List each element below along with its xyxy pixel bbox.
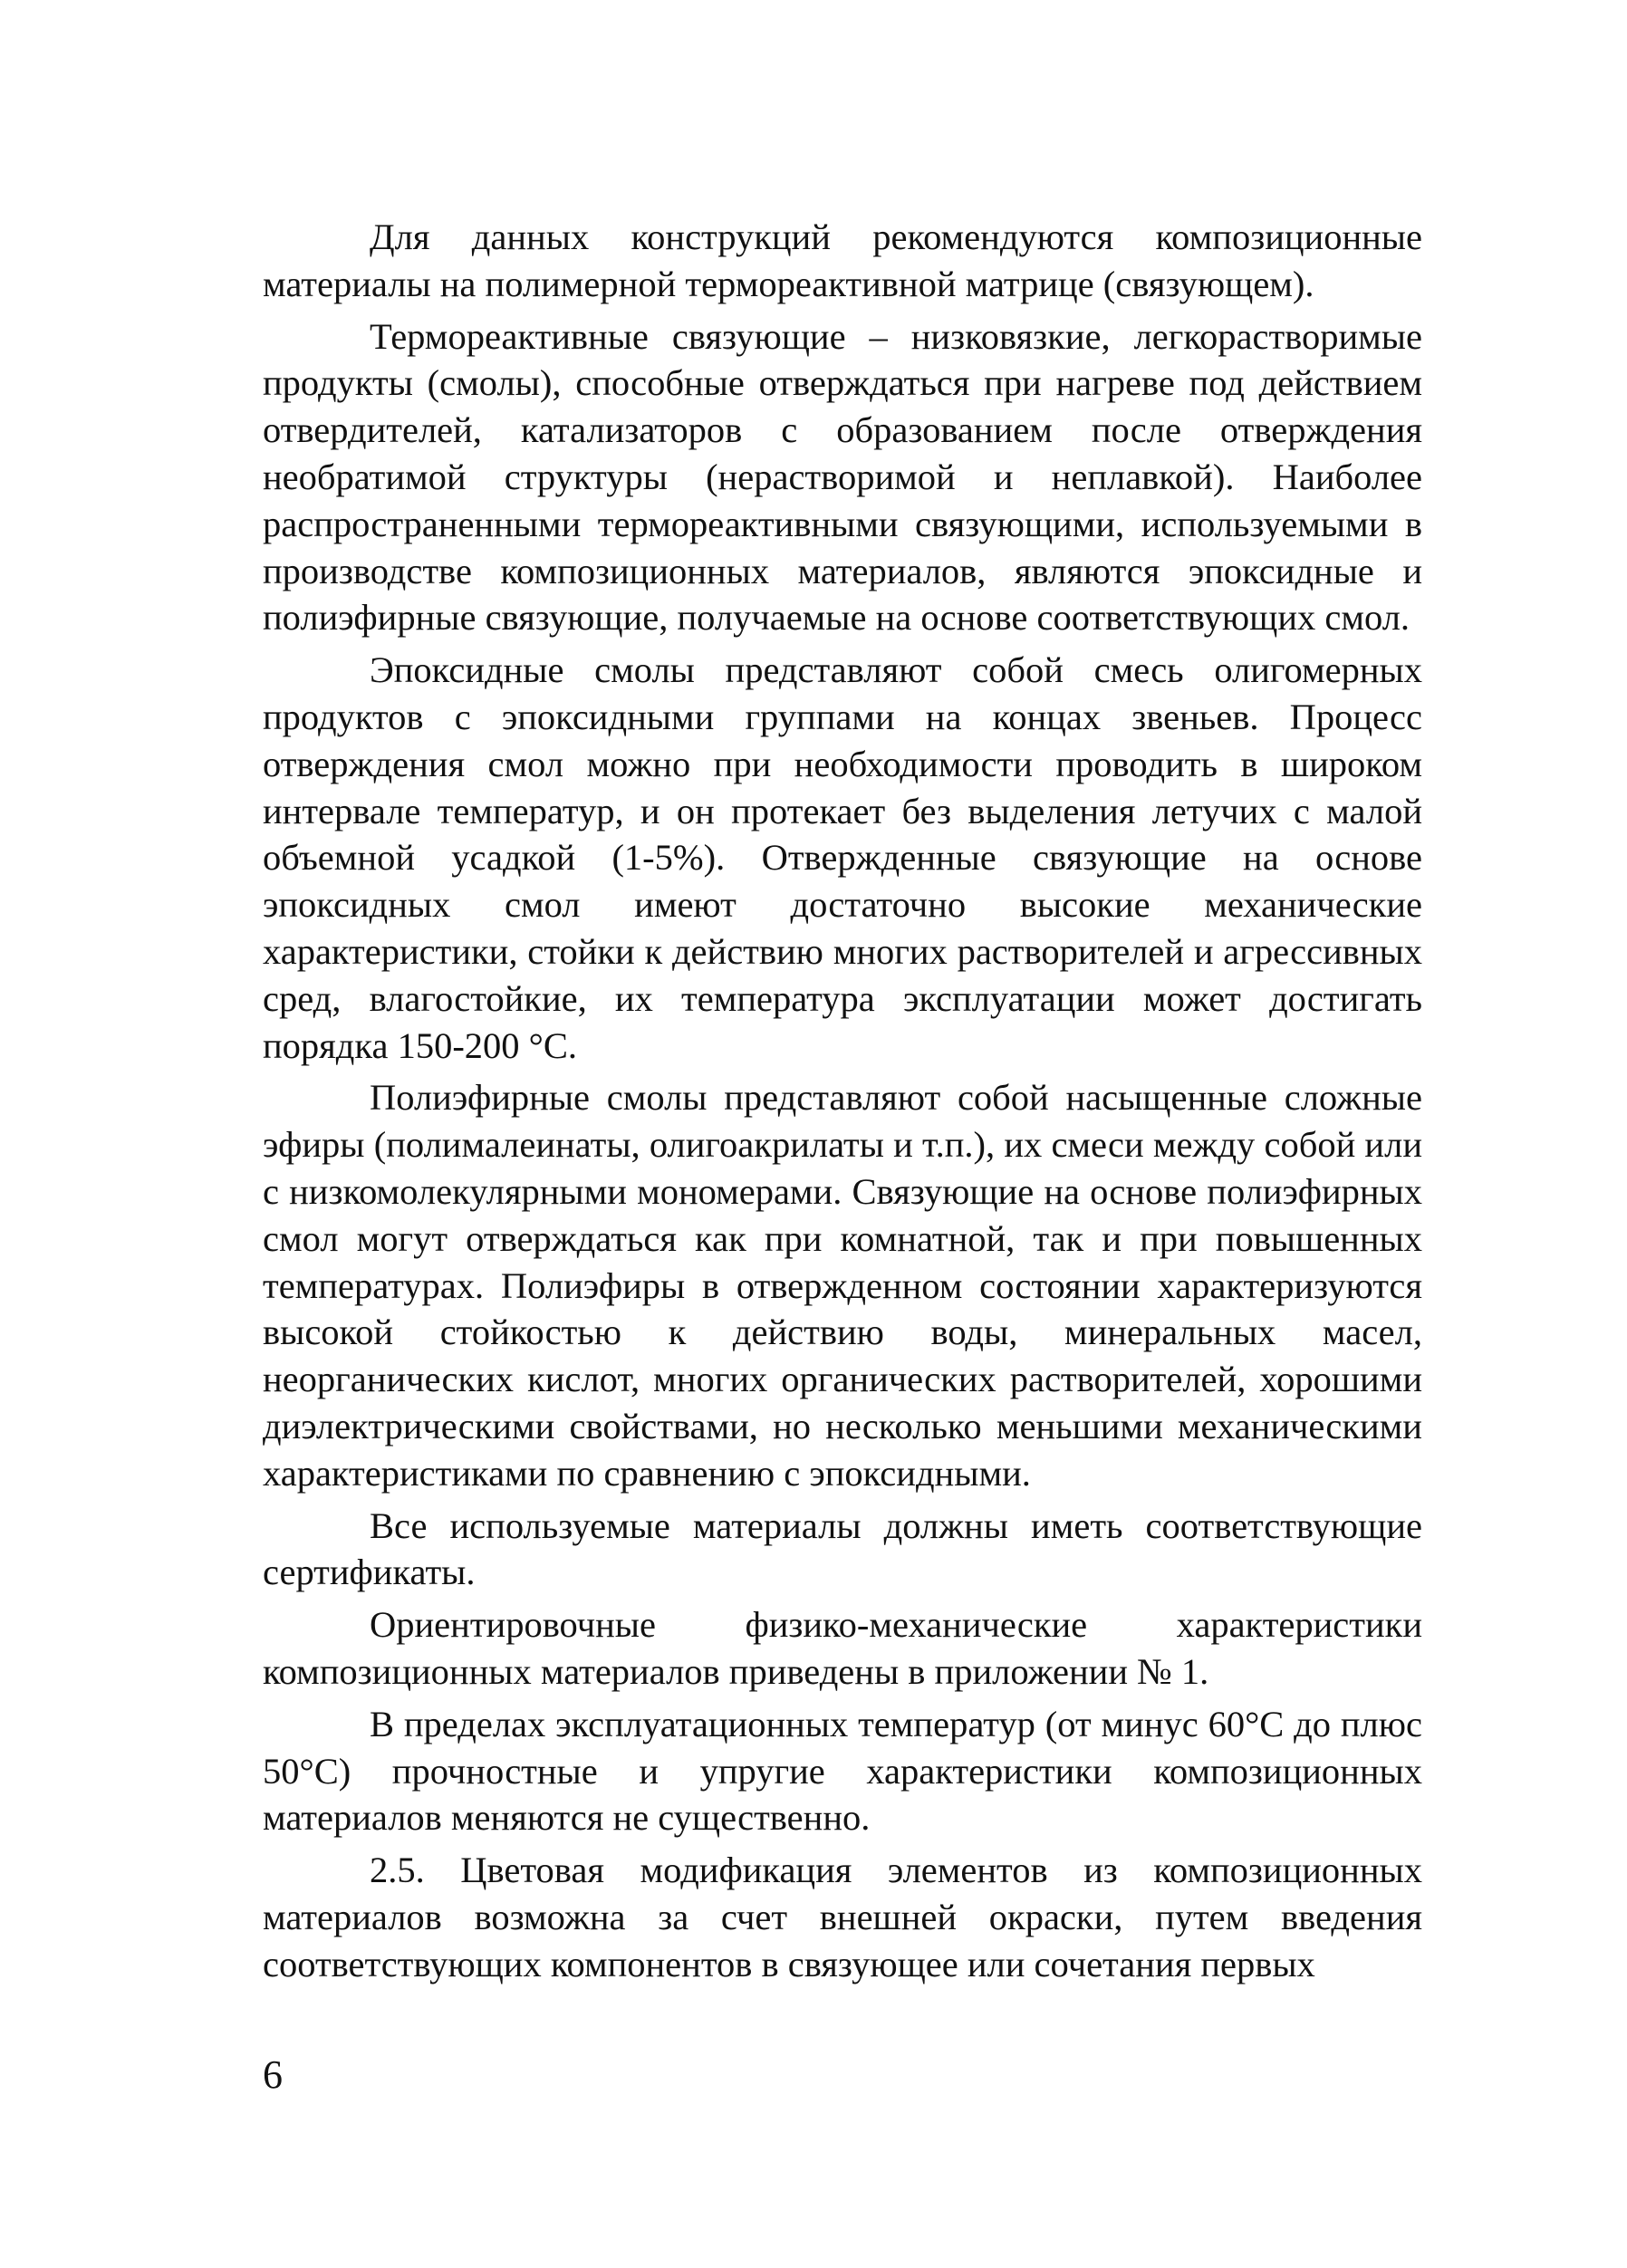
paragraph: Для данных конструкций рекомендуются композиционные материалы на полимерной термореактивной матрице (связующем). bbox=[263, 216, 1422, 304]
paragraph: В пределах эксплуатационных температур (от минус 60°С до плюс 50°С) прочностные и упругие характеристики композиционных материалов меняются не существенно. bbox=[263, 1703, 1422, 1839]
page-number: 6 bbox=[263, 2052, 283, 2097]
paragraph: Полиэфирные смолы представляют собой насыщенные сложные эфиры (полималеинаты, олигоакрилаты и т.п.), их смеси между собой или с низкомолекулярными мономерами. Связующие на основе полиэфирных смол могут отверждаться как при комнатной, так и при повышенных температурах. Полиэфиры в отвержденном состоянии характеризуются высокой стойкостью к действию воды, минеральных масел, неорганических кислот, многих органических растворителей, хорошими диэлектрическими свойствами, но несколько меньшими механическими характеристиками по сравнению с эпоксидными. bbox=[263, 1077, 1422, 1494]
paragraph: Ориентировочные физико-механические характеристики композиционных материалов приведены в приложении № 1. bbox=[263, 1604, 1422, 1692]
paragraph-last: 2.5. Цветовая модификация элементов из композиционных материалов возможна за счет внешней окраски, путем введения соответствующих компонентов в связующее или сочетания первых bbox=[263, 1850, 1422, 1985]
body-text bbox=[263, 214, 1422, 1987]
paragraph: Эпоксидные смолы представляют собой смесь олигомерных продуктов с эпоксидными группами на концах звеньев. Процесс отверждения смол можно при необходимости проводить в широком интервале температур, и он протекает без выделения летучих с малой объемной усадкой (1-5%). Отвержденные связующие на основе эпоксидных смол имеют достаточно высокие механические характеристики, стойки к действию многих растворителей и агрессивных сред, влагостойкие, их температура эксплуатации может достигать порядка 150-200 °С. bbox=[263, 649, 1422, 1066]
paragraph: Все используемые материалы должны иметь соответствующие сертификаты. bbox=[263, 1504, 1422, 1593]
paragraph: Термореактивные связующие – низковязкие, легкорастворимые продукты (смолы), способные отверждаться при нагреве под действием отвердителей, катализаторов с образованием после отверждения необратимой структуры (нерастворимой и неплавкой). Наиболее распространенными термореактивными связующими, используемыми в производстве композиционных материалов, являются эпоксидные и полиэфирные связующие, получаемые на основе соответствующих смол. bbox=[263, 315, 1422, 639]
